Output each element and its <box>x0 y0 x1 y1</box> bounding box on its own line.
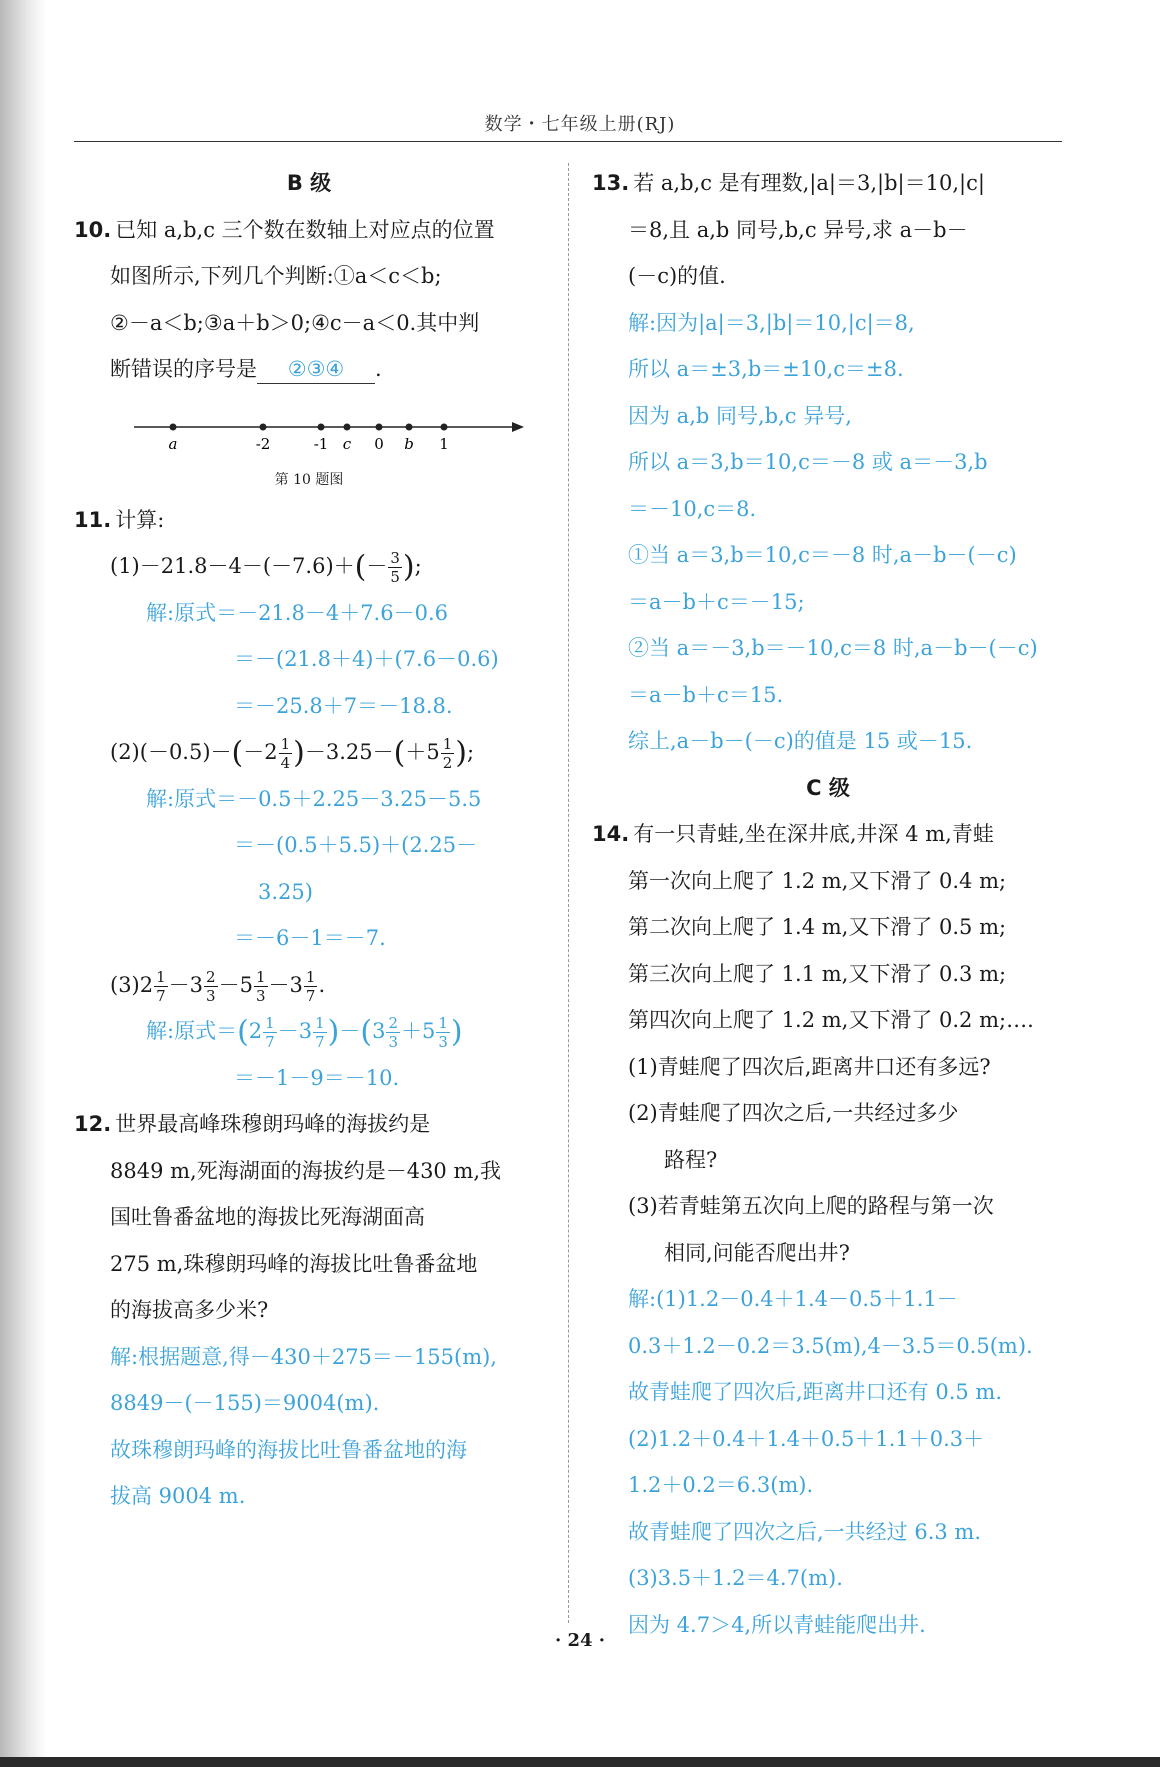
right-column <box>592 160 1064 1648</box>
q13-answer-10: 综上,a－b－(－c)的值是 15 或－15. <box>628 729 973 753</box>
q14-line-1: 有一只青蛙,坐在深井底,井深 4 m,青蛙 <box>633 822 994 846</box>
fraction-denominator: 5 <box>390 568 400 586</box>
page-edge-shadow <box>0 0 46 1767</box>
q14-answer-7: (3)3.5＋1.2＝4.7(m). <box>628 1566 843 1590</box>
paren-open: ( <box>393 735 406 771</box>
mixed-whole: －3 <box>268 972 303 997</box>
q14-answer-4: (2)1.2＋0.4＋1.4＋0.5＋1.1＋0.3＋ <box>628 1426 985 1451</box>
q13-answer-8: ②当 a＝－3,b＝－10,c＝8 时,a－b－(－c) <box>628 636 1038 660</box>
q13-line-3: (－c)的值. <box>628 264 726 288</box>
level-b-heading: B 级 <box>286 171 332 195</box>
paren-close: ) <box>327 1014 340 1050</box>
q11-p2-text: (2)(－0.5)－ <box>110 740 232 764</box>
q11-p2-mid: －3.25－ <box>304 740 394 764</box>
fraction-denominator: 7 <box>156 986 166 1005</box>
paren-open: ( <box>231 735 244 771</box>
fraction-denominator: 7 <box>315 1033 325 1051</box>
q12-number: 12. <box>74 1112 112 1136</box>
q14-line-2: 第一次向上爬了 1.2 m,又下滑了 0.4 m; <box>628 868 1007 893</box>
q11-part-2 <box>74 729 544 776</box>
q11-a3-label: 解:原式＝ <box>146 1019 238 1043</box>
fraction <box>436 1014 450 1051</box>
fraction-numerator: 1 <box>305 967 316 986</box>
q14-line-3: 第二次向上爬了 1.4 m,又下滑了 0.5 m; <box>628 915 1007 939</box>
q10-number: 10. <box>74 217 112 242</box>
q10-line-2: 如图所示,下列几个判断:①a＜c＜b; <box>110 264 442 288</box>
q12-answer-2: 8849－(－155)＝9004(m). <box>110 1391 380 1415</box>
q14-line-5: 第四次向上爬了 1.2 m,又下滑了 0.2 m;…. <box>628 1008 1034 1032</box>
fraction-numerator: 1 <box>442 735 453 753</box>
fraction <box>279 735 293 772</box>
question-13 <box>592 160 1064 765</box>
q11-p1-text: (1)－21.8－4－(－7.6)＋ <box>110 554 355 578</box>
q13-answer-6: ①当 a＝3,b＝10,c＝－8 时,a－b－(－c) <box>628 543 1017 567</box>
mixed-whole: ＋5 <box>401 1019 436 1043</box>
q11-p2-end: ; <box>467 740 475 764</box>
fraction <box>263 1014 277 1051</box>
q11-a2-line-4: ＝－6－1＝－7. <box>234 926 386 950</box>
fraction-denominator: 3 <box>388 1033 398 1051</box>
fraction-numerator: 1 <box>280 735 291 753</box>
q10-line-1: 已知 a,b,c 三个数在数轴上对应点的位置 <box>115 217 495 242</box>
fraction-numerator: 2 <box>206 967 216 986</box>
q14-line-4: 第三次向上爬了 1.1 m,又下滑了 0.3 m; <box>628 961 1007 986</box>
q10-line-4 <box>74 346 544 393</box>
label-minus-2: -2 <box>255 434 271 453</box>
q12-line-3: 国吐鲁番盆地的海拔比死海湖面高 <box>110 1205 425 1229</box>
q11-a1-line-2: ＝－(21.8＋4)＋(7.6－0.6) <box>234 647 499 671</box>
label-0: 0 <box>374 434 384 453</box>
fraction-denominator: 2 <box>442 754 453 772</box>
number-line-arrow <box>512 422 524 432</box>
label-a: a <box>168 434 178 453</box>
q14-answer-5: 1.2＋0.2＝6.3(m). <box>628 1473 814 1497</box>
paren-close: ) <box>402 549 415 585</box>
q13-number: 13. <box>592 171 630 195</box>
fraction-numerator: 1 <box>315 1014 325 1032</box>
q14-answer-2: 0.3＋1.2－0.2＝3.5(m),4－3.5＝0.5(m). <box>628 1333 1033 1358</box>
q12-answer-3: 故珠穆朗玛峰的海拔比吐鲁番盆地的海 <box>110 1437 467 1462</box>
q11-p1-end: ; <box>414 554 422 578</box>
q11-title: 计算: <box>115 507 165 532</box>
q13-line-2: ＝8,且 a,b 同号,b,c 异号,求 a－b－ <box>628 217 968 242</box>
q13-answer-3: 因为 a,b 同号,b,c 异号, <box>628 403 852 428</box>
q11-a3-line-2: ＝－1－9＝－10. <box>234 1065 400 1090</box>
q14-number: 14. <box>592 822 630 846</box>
q13-answer-5: ＝－10,c＝8. <box>628 496 757 521</box>
q12-line-1: 世界最高峰珠穆朗玛峰的海拔约是 <box>115 1112 431 1136</box>
fraction-denominator: 3 <box>206 986 216 1005</box>
q12-line-2: 8849 m,死海湖面的海拔约是－430 m,我 <box>110 1158 502 1183</box>
fraction-denominator: 7 <box>305 986 316 1005</box>
q13-answer-4: 所以 a＝3,b＝10,c＝－8 或 a＝－3,b <box>628 450 988 474</box>
label-1: 1 <box>439 434 449 453</box>
label-minus-1: -1 <box>313 434 329 453</box>
q14-answer-1: 解:(1)1.2－0.4＋1.4－0.5＋1.1－ <box>628 1287 958 1311</box>
bottom-edge-bar <box>0 1757 1160 1767</box>
paren-open: ( <box>237 1014 249 1050</box>
fraction <box>441 735 455 772</box>
q14-answer-6: 故青蛙爬了四次之后,一共经过 6.3 m. <box>628 1519 982 1544</box>
q14-sub-3: (3)若青蛙第五次向上爬的路程与第一次 <box>628 1194 994 1218</box>
fraction-numerator: 2 <box>388 1014 398 1032</box>
fraction-numerator: 1 <box>156 967 166 986</box>
q11-a2-line-2: ＝－(0.5＋5.5)＋(2.25－ <box>234 833 478 857</box>
figure-caption: 第 10 题图 <box>274 471 344 488</box>
q11-number: 11. <box>74 507 112 532</box>
q11-a1-line-3: ＝－25.8＋7＝－18.8. <box>234 693 453 718</box>
q11-a1-line-1: 解:原式＝－21.8－4＋7.6－0.6 <box>146 600 448 625</box>
fraction-numerator: 3 <box>390 549 400 567</box>
fraction-numerator: 1 <box>438 1014 448 1032</box>
fraction <box>154 968 168 1005</box>
point-1 <box>441 423 448 430</box>
q13-answer-9: ＝a－b＋c＝15. <box>628 682 784 707</box>
point-0 <box>376 423 383 430</box>
fraction <box>388 549 402 586</box>
minus-sign: － <box>339 1019 361 1043</box>
label-b: b <box>404 434 414 453</box>
fraction-numerator: 1 <box>265 1014 275 1032</box>
q11-p3-end: . <box>318 972 326 997</box>
q11-a3-line-1 <box>74 1008 544 1055</box>
paren-open: ( <box>354 549 367 585</box>
q11-p1-neg: － <box>366 554 388 578</box>
fraction-denominator: 7 <box>265 1033 275 1051</box>
point-b <box>406 423 413 430</box>
q13-answer-7: ＝a－b＋c＝－15; <box>628 589 805 614</box>
fraction-numerator: 1 <box>255 967 266 986</box>
paren-close: ) <box>293 735 305 771</box>
paren-close: ) <box>450 1014 463 1050</box>
point-minus-2 <box>260 423 267 430</box>
q10-line-3: ②－a＜b;③a＋b＞0;④c－a＜0.其中判 <box>110 310 480 335</box>
fraction <box>313 1014 327 1051</box>
left-column <box>74 160 544 1520</box>
label-c: c <box>342 434 352 453</box>
q12-line-4: 275 m,珠穆朗玛峰的海拔比吐鲁番盆地 <box>110 1251 478 1276</box>
fraction <box>204 968 218 1005</box>
page-number: · 24 · <box>554 1630 606 1651</box>
point-c <box>344 423 351 430</box>
fraction <box>386 1014 400 1051</box>
header-rule <box>74 141 1062 142</box>
mixed-whole: －5 <box>218 972 253 997</box>
fraction <box>254 968 268 1005</box>
q11-a2-line-1: 解:原式＝－0.5＋2.25－3.25－5.5 <box>146 786 482 811</box>
q13-line-1: 若 a,b,c 是有理数,|a|＝3,|b|＝10,|c| <box>633 171 985 195</box>
point-a <box>170 423 177 430</box>
q12-answer-1: 解:根据题意,得－430＋275＝－155(m), <box>110 1344 497 1369</box>
number-line-figure <box>74 393 544 467</box>
mixed-whole: 3 <box>372 1019 386 1043</box>
q14-answer-3: 故青蛙爬了四次后,距离井口还有 0.5 m. <box>628 1380 1003 1404</box>
q10-line-4-end: . <box>375 357 382 381</box>
q11-part-1 <box>74 543 544 590</box>
q14-sub-1: (1)青蛙爬了四次后,距离井口还有多远? <box>628 1054 991 1079</box>
q13-answer-2: 所以 a＝±3,b＝±10,c＝±8. <box>628 357 904 381</box>
q12-answer-4: 拔高 9004 m. <box>110 1484 246 1508</box>
mixed-whole: 2 <box>139 972 154 997</box>
question-10 <box>74 207 544 493</box>
number-line <box>74 393 544 467</box>
q11-part-3 <box>74 962 544 1009</box>
question-12 <box>74 1101 544 1520</box>
paren-open: ( <box>360 1014 373 1050</box>
mixed-whole: －2 <box>243 740 278 764</box>
mixed-whole: ＋5 <box>405 740 440 764</box>
q14-sub-3-cont: 相同,问能否爬出井? <box>664 1240 850 1265</box>
question-11 <box>74 497 544 1102</box>
fraction <box>304 968 318 1005</box>
paren-close: ) <box>455 735 468 771</box>
q12-line-5: 的海拔高多少米? <box>110 1298 269 1322</box>
mixed-whole: －3 <box>168 972 204 997</box>
mixed-whole: －3 <box>277 1019 313 1043</box>
q10-line-4-text: 断错误的序号是 <box>110 357 257 381</box>
level-c-heading: C 级 <box>806 775 850 800</box>
question-14 <box>592 811 1064 1648</box>
header-title: 数学・七年级上册(RJ) <box>484 114 676 135</box>
column-divider <box>568 163 569 1623</box>
q11-a2-line-3: 3.25) <box>258 879 313 904</box>
q13-answer-1: 解:因为|a|＝3,|b|＝10,|c|＝8, <box>628 310 915 335</box>
q11-p3-label: (3) <box>110 972 140 997</box>
fraction-denominator: 3 <box>438 1033 448 1051</box>
mixed-whole: 2 <box>248 1019 263 1043</box>
fraction-denominator: 3 <box>255 986 266 1005</box>
q14-sub-2: (2)青蛙爬了四次之后,一共经过多少 <box>628 1101 959 1125</box>
point-minus-1 <box>318 423 325 430</box>
q14-sub-2-cont: 路程? <box>664 1147 718 1172</box>
q10-answer-blank: ②③④ <box>257 355 375 384</box>
q14-answer-8: 因为 4.7＞4,所以青蛙能爬出井. <box>628 1612 926 1637</box>
fraction-denominator: 4 <box>280 754 291 772</box>
